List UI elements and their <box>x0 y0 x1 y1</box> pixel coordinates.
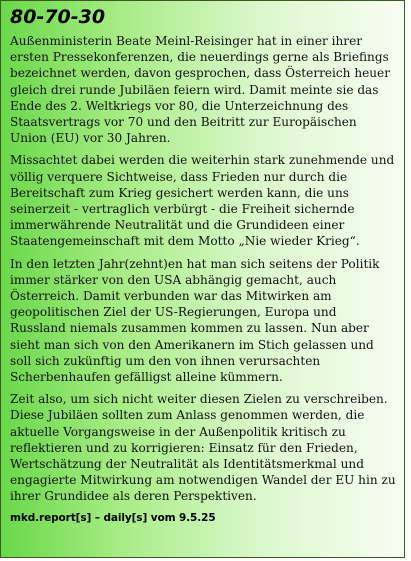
article-title: 80-70-30 <box>10 6 106 28</box>
article-paragraph-3: In den letzten Jahr(zehnt)en hat man sich seitens der Politik immer stärker von den USA abhängig gemacht, auch Österreich. Damit verbunden war das Mitwirken am geopolitischen Ziel der US-Regierungen, Europa und Russland niemals zusammen kommen zu lassen. Nun aber sieht man sich von den Amerikanern im Stich gelassen und soll sich zukünftig um den von ihnen verursachten Scherbenhaufen gefälligst alleine kümmern. <box>10 256 380 385</box>
article-paragraph-2: Missachtet dabei werden die weiterhin stark zunehmende und völlig verquere Sichtweise, dass Frieden nur durch die Bereitschaft zum Krieg gesichert werden kann, die uns seinerzeit - vertraglich verbürgt - die Freiheit sichernde immerwährende Neutralität und die Grundideen einer Staatengemeinschaft mit dem Motto „Nie wieder Krieg“. <box>10 153 395 249</box>
article-paragraph-1: Außenministerin Beate Meinl-Reisinger hat in einer ihrer ersten Pressekonferenzen, die neuerdings gerne als Briefings bezeichnet werden, davon gesprochen, dass Österreich heuer gleich drei runde Jubiläen feiern wird. Damit meinte sie das Ende des 2. Weltkriegs vor 80, die Unterzeichnung des Staatsvertrags vor 70 und den Beitritt zur Europäischen Union (EU) vor 30 Jahren. <box>10 34 390 146</box>
article-footer-source: mkd.report[s] – daily[s] vom 9.5.25 <box>10 511 216 524</box>
article-paragraph-4: Zeit also, um sich nicht weiter diesen Zielen zu verschreiben. Diese Jubiläen sollten zum Anlass genommen werden, die aktuelle Vorgangsweise in der Außenpolitik kritisch zu reflektieren und zu korrigieren: Einsatz für den Frieden, Wertschätzung der Neutralität als Identitätsmerkmal und engagierte Mitwirkung am notwendigen Wandel der EU hin zu ihrer Grundidee als deren Perspektiven. <box>10 392 396 504</box>
